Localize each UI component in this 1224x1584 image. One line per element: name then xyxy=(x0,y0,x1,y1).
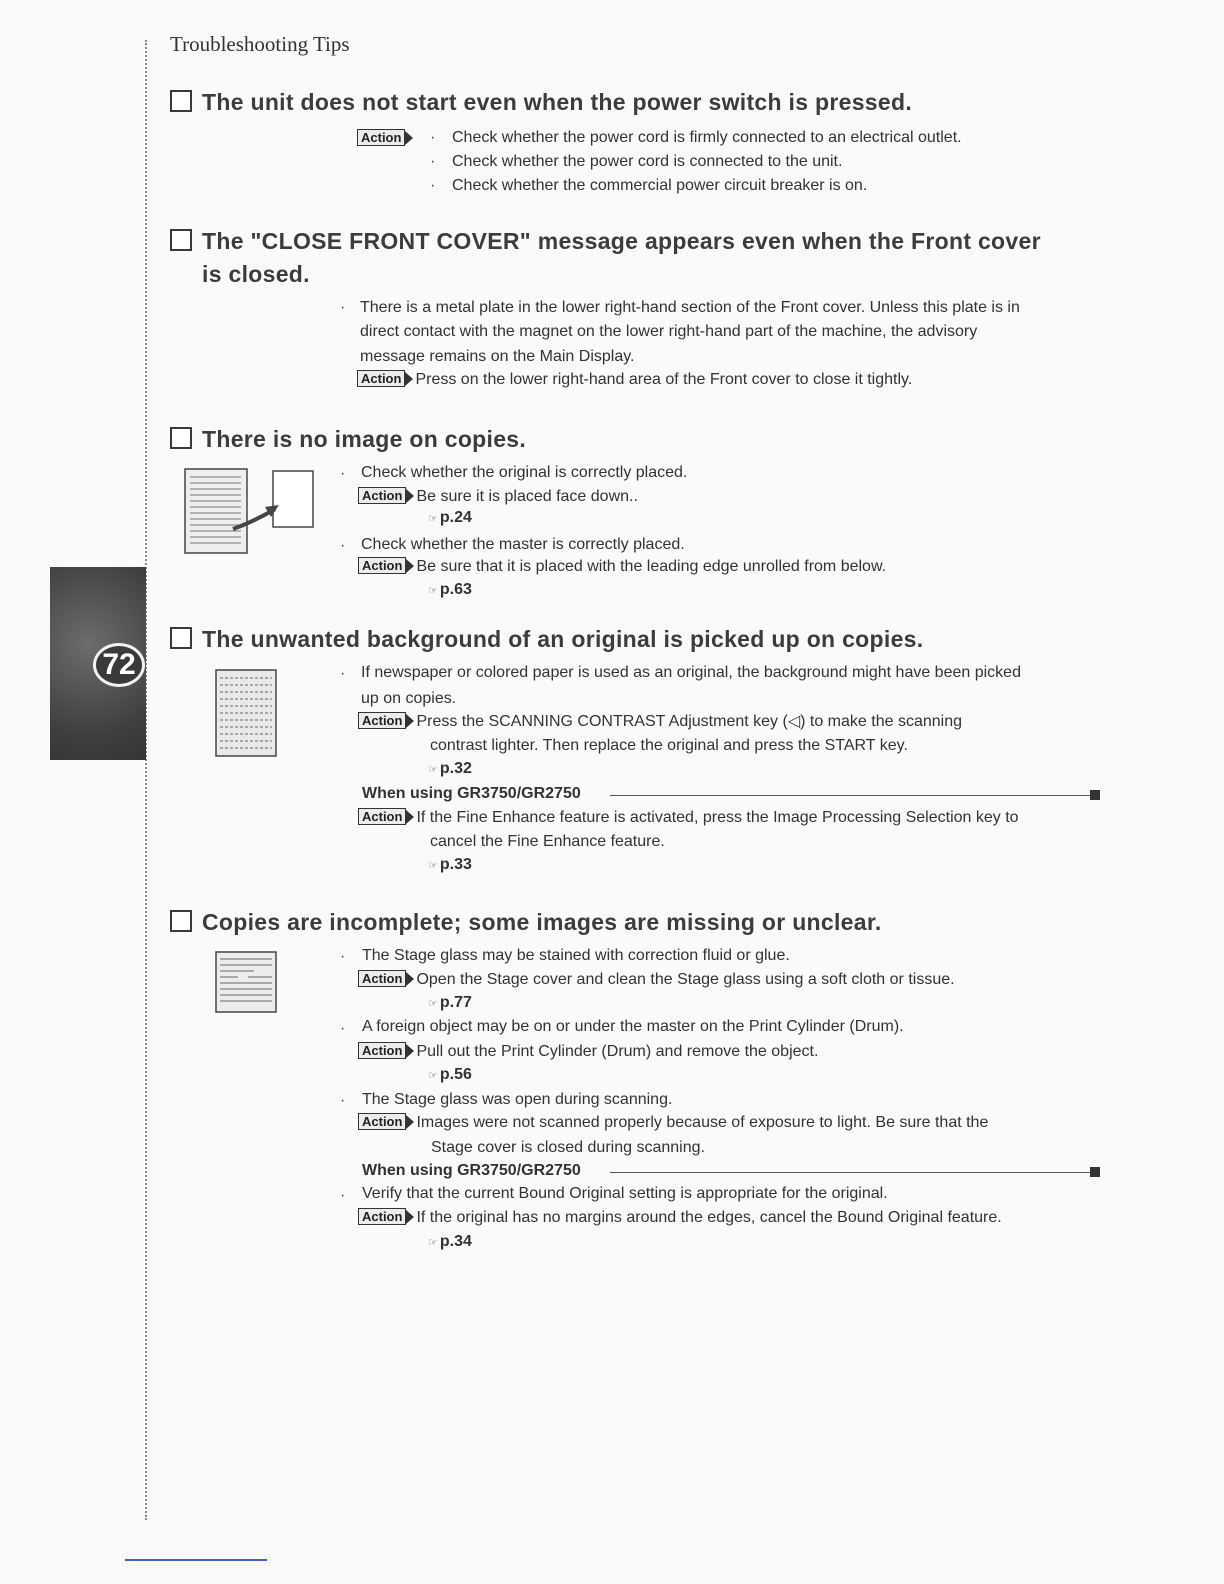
section-5-check-2: A foreign object may be on or under the master on the Print Cylinder (Drum). xyxy=(362,1018,904,1035)
checkbox-icon xyxy=(170,90,192,112)
checkbox-icon xyxy=(170,627,192,649)
model-note-heading: When using GR3750/GR2750 xyxy=(362,1162,581,1179)
section-3-action-1: Action Be sure it is placed face down.. xyxy=(358,485,638,509)
section-3-ref-1[interactable]: ☞ p.24 xyxy=(428,509,472,526)
section-2-line-3: message remains on the Main Display. xyxy=(360,348,635,365)
bullet: · xyxy=(340,1187,346,1204)
section-4-action-line-2: contrast lighter. Then replace the original and press the START key. xyxy=(430,737,908,754)
pointing-hand-icon: ☞ xyxy=(428,998,438,1010)
section-3-check-1: Check whether the original is correctly placed. xyxy=(361,464,688,481)
section-4-action-2-line-1: Action If the Fine Enhance feature is activated, press the Image Processing Selection key to xyxy=(358,806,1019,830)
pointing-hand-icon: ☞ xyxy=(428,585,438,597)
section-5-check-3: The Stage glass was open during scanning. xyxy=(362,1091,673,1108)
section-2-line-2: direct contact with the magnet on the lower right-hand part of the machine, the advisory xyxy=(360,323,978,340)
section-1-item-1: Check whether the power cord is firmly connected to an electrical outlet. xyxy=(452,129,962,146)
section-5-title: Copies are incomplete; some images are missing or unclear. xyxy=(170,909,882,936)
section-5-action-2: Action Pull out the Print Cylinder (Drum) and remove the object. xyxy=(358,1040,818,1064)
section-3-check-2: Check whether the master is correctly placed. xyxy=(361,536,685,553)
section-1-item-2: Check whether the power cord is connected to the unit. xyxy=(452,153,843,170)
section-3-action-2: Action Be sure that it is placed with the leading edge unrolled from below. xyxy=(358,555,886,579)
pointing-hand-icon: ☞ xyxy=(428,860,438,872)
section-5-ref-4[interactable]: ☞ p.34 xyxy=(428,1233,472,1250)
bullet: · xyxy=(340,1020,346,1037)
section-5-action-3-line-2: Stage cover is closed during scanning. xyxy=(431,1139,705,1156)
section-2-title: The "CLOSE FRONT COVER" message appears even when the Front cover is closed. xyxy=(170,228,1041,288)
section-4-check-line-1: If newspaper or colored paper is used as an original, the background might have been picked xyxy=(361,664,1021,681)
newspaper-original-illustration xyxy=(214,668,279,760)
section-4-ref-2[interactable]: ☞ p.33 xyxy=(428,856,472,873)
section-3-ref-2[interactable]: ☞ p.63 xyxy=(428,581,472,598)
checkbox-icon xyxy=(170,910,192,932)
section-4-ref-1[interactable]: ☞ p.32 xyxy=(428,760,472,777)
bullet: · xyxy=(430,129,436,146)
section-1-item-3: Check whether the commercial power circuit breaker is on. xyxy=(452,177,868,194)
binding-dotted-line xyxy=(145,40,147,1520)
section-5-action-3-line-1: Action Images were not scanned properly because of exposure to light. Be sure that the xyxy=(358,1111,988,1135)
section-5-action-1: Action Open the Stage cover and clean the Stage glass using a soft cloth or tissue. xyxy=(358,968,955,992)
divider-rule xyxy=(610,1172,1096,1173)
section-4-check-line-2: up on copies. xyxy=(361,690,457,707)
bullet: · xyxy=(430,153,436,170)
section-4-title: The unwanted background of an original is picked up on copies. xyxy=(170,626,923,653)
bullet: · xyxy=(340,465,346,482)
pointing-hand-icon: ☞ xyxy=(428,764,438,776)
original-placement-illustration xyxy=(183,467,318,557)
section-5-ref-2[interactable]: ☞ p.56 xyxy=(428,1066,472,1083)
section-4-action-line-1: Action Press the SCANNING CONTRAST Adjustment key (◁) to make the scanning xyxy=(358,710,962,734)
section-5-action-4: Action If the original has no margins around the edges, cancel the Bound Original feature. xyxy=(358,1206,1002,1230)
section-5-check-4: Verify that the current Bound Original setting is appropriate for the original. xyxy=(362,1185,888,1202)
rule-end-marker xyxy=(1090,790,1100,800)
bullet: · xyxy=(340,537,346,554)
divider-rule xyxy=(610,795,1096,796)
checkbox-icon xyxy=(170,427,192,449)
bullet: · xyxy=(340,948,346,965)
section-1-title: The unit does not start even when the power switch is pressed. xyxy=(170,89,912,116)
section-5-ref-1[interactable]: ☞ p.77 xyxy=(428,994,472,1011)
section-2-line-1: There is a metal plate in the lower right-hand section of the Front cover. Unless this plate is in xyxy=(360,299,1020,316)
action-badge: Action xyxy=(357,127,415,151)
section-5-check-1: The Stage glass may be stained with correction fluid or glue. xyxy=(362,947,790,964)
bullet: · xyxy=(340,1092,346,1109)
pointing-hand-icon: ☞ xyxy=(428,1070,438,1082)
page-number: 72 xyxy=(93,643,145,687)
section-2-action: Action Press on the lower right-hand area of the Front cover to close it tightly. xyxy=(357,368,912,392)
page-header: Troubleshooting Tips xyxy=(170,32,350,56)
rule-end-marker xyxy=(1090,1167,1100,1177)
model-note-heading: When using GR3750/GR2750 xyxy=(362,785,581,802)
section-4-action-2-line-2: cancel the Fine Enhance feature. xyxy=(430,833,665,850)
pointing-hand-icon: ☞ xyxy=(428,1237,438,1249)
bullet: · xyxy=(340,299,346,316)
incomplete-copy-illustration xyxy=(214,950,279,1016)
footer-line xyxy=(125,1559,267,1561)
checkbox-icon xyxy=(170,229,192,251)
section-3-title: There is no image on copies. xyxy=(170,426,526,453)
pointing-hand-icon: ☞ xyxy=(428,513,438,525)
bullet: · xyxy=(340,665,346,682)
bullet: · xyxy=(430,177,436,194)
